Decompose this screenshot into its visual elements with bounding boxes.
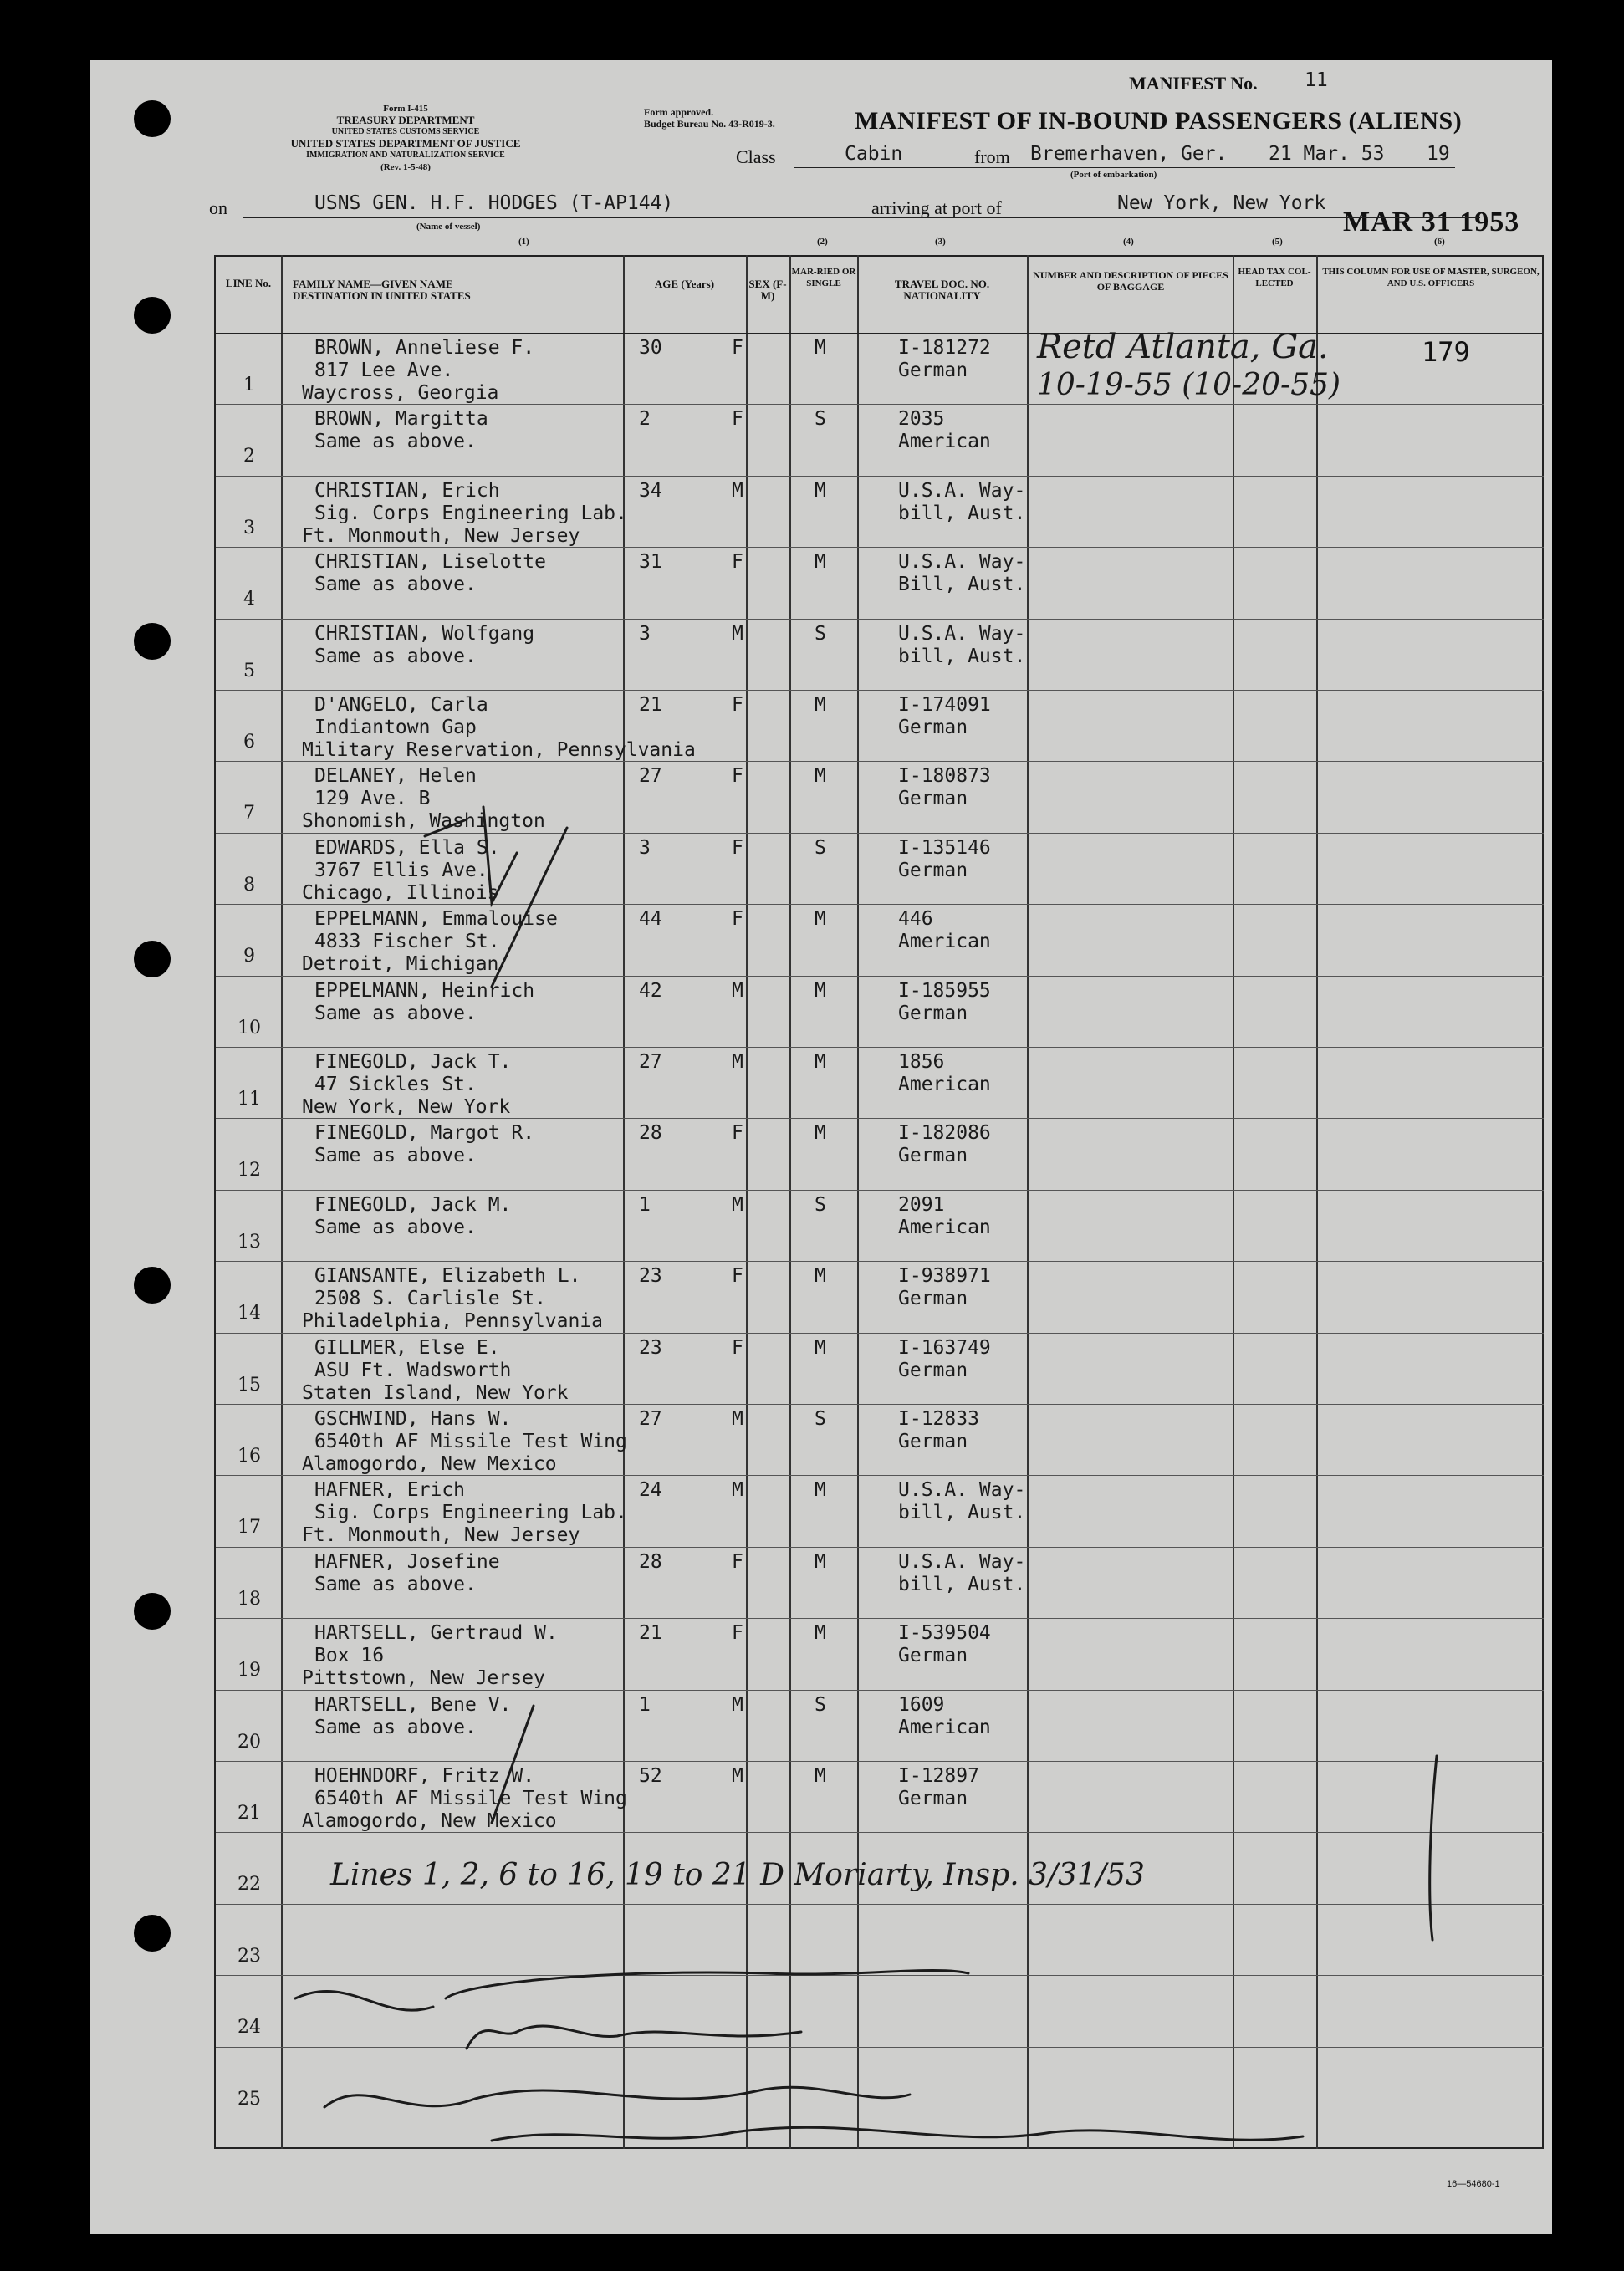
marital-status: M [815,908,826,931]
travel-doc-no: I-135146 [898,836,991,859]
nationality: German [898,1145,968,1167]
nationality: German [898,788,968,810]
marital-status: S [815,1693,826,1716]
nationality: bill, Aust. [898,1502,1026,1524]
nationality: German [898,859,968,881]
sex: M [732,1408,743,1430]
line-number: 11 [237,1089,261,1110]
col-header-head-tax: HEAD TAX COL-LECTED [1238,267,1311,288]
line-number: 23 [237,1945,261,1967]
age: 3 [639,836,651,859]
check-mark [1430,1756,1437,1940]
sex: M [732,1051,743,1073]
nationality: American [898,931,991,953]
age: 27 [639,1408,662,1430]
age: 28 [639,1550,662,1573]
travel-doc-no: I-174091 [898,694,991,716]
destination-line: 129 Ave. B [314,788,431,810]
line-number: 9 [243,946,255,967]
destination-line: Same as above. [314,645,477,667]
passenger-name: CHRISTIAN, Liselotte [314,551,546,574]
marital-status: M [815,1122,826,1145]
destination-line: 817 Lee Ave. [314,360,454,381]
sex: F [732,908,743,931]
destination-line: Sig. Corps Engineering Lab. [314,1502,627,1524]
destination-line: Staten Island, New York [302,1381,569,1404]
marital-status: S [815,1193,826,1216]
embark-date: 21 Mar. 53 [1269,143,1385,165]
passenger-name: HOEHNDORF, Fritz W. [314,1765,535,1787]
age: 23 [639,1265,662,1288]
passenger-name: CHRISTIAN, Erich [314,479,500,502]
travel-doc-no: 2091 [898,1193,945,1216]
vessel-underline [243,217,1480,218]
sex: F [732,836,743,859]
destination-line: 47 Sickles St. [314,1074,477,1095]
line-number: 12 [237,1160,261,1181]
age: 27 [639,765,662,788]
approval-note: Form approved. Budget Bureau No. 43-R019-3. [644,106,775,130]
signature-stroke [446,1970,968,1998]
marital-status: S [815,1408,826,1430]
nationality: German [898,1002,968,1024]
age: 2 [639,408,651,431]
passenger-name: GIANSANTE, Elizabeth L. [314,1265,581,1288]
passenger-name: EDWARDS, Ella S. [314,836,500,859]
marital-status: M [815,1550,826,1573]
passenger-name: HAFNER, Josefine [314,1550,500,1573]
treasury-dept: TREASURY DEPARTMENT [336,114,475,126]
destination-line: Ft. Monmouth, New Jersey [302,1524,580,1547]
manifest-label: MANIFEST No. [1129,73,1258,94]
destination-line: New York, New York [302,1096,511,1118]
destination-line: Same as above. [314,1216,477,1238]
travel-doc-no: I-185955 [898,979,991,1002]
destination-line: Same as above. [314,1145,477,1167]
punch-hole [134,1915,171,1952]
age: 42 [639,979,662,1002]
sex: M [732,479,743,502]
baggage-note: Retd Atlanta, Ga. [1037,328,1329,366]
sex: F [732,1122,743,1145]
col-header-baggage: NUMBER AND DESCRIPTION OF PIECES OF BAGGAGE [1033,269,1228,293]
travel-doc-no: 1856 [898,1051,945,1073]
check-mark [425,807,517,903]
age: 24 [639,1479,662,1502]
class-value: Cabin [845,143,903,165]
class-underline [794,167,1455,168]
nationality: American [898,431,991,453]
port-embark-label: (Port of embarkation) [1070,170,1157,180]
signature-stroke [492,2127,1303,2141]
marital-status: S [815,622,826,645]
signature-stroke [467,2026,801,2049]
sex: M [732,1479,743,1502]
nationality: Bill, Aust. [898,574,1026,596]
travel-doc-no: U.S.A. Way- [898,551,1026,574]
col-header-married: MAR-RIED OR SINGLE [791,267,856,288]
sex: F [732,694,743,716]
passenger-name: CHRISTIAN, Wolfgang [314,622,535,645]
col-number-2: (2) [817,237,828,247]
age: 1 [639,1193,651,1216]
travel-doc-no: I-182086 [898,1122,991,1145]
header-agencies [209,103,602,173]
passenger-name: DELANEY, Helen [314,765,477,788]
line-number: 20 [237,1731,261,1753]
marital-status: S [815,408,826,431]
travel-doc-no: I-539504 [898,1622,991,1645]
signature-stroke [295,1991,433,2010]
destination-line: Shonomish, Washington [302,810,545,833]
marital-status: M [815,765,826,788]
sex: F [732,1550,743,1573]
line-number: 17 [237,1517,261,1539]
nationality: German [898,1359,968,1381]
col-number-5: (5) [1272,237,1283,247]
marital-status: M [815,694,826,716]
vessel-name: USNS GEN. H.F. HODGES (T-AP144) [314,192,674,214]
year-suffix: 19 [1427,143,1450,165]
embark-port: Bremerhaven, Ger. [1030,143,1228,165]
justice-dept: UNITED STATES DEPARTMENT OF JUSTICE [290,137,521,150]
nationality: German [898,360,968,381]
passenger-name: HARTSELL, Gertraud W. [314,1622,558,1645]
manifest-title: MANIFEST OF IN-BOUND PASSENGERS (ALIENS) [855,107,1463,135]
punch-hole [134,297,171,334]
destination-line: Indiantown Gap [314,717,477,738]
destination-line: 3767 Ellis Ave. [314,859,488,881]
age: 27 [639,1051,662,1073]
destination-line: Military Reservation, Pennsylvania [302,739,696,761]
inspector-note: Lines 1, 2, 6 to 16, 19 to 21 D Moriarty, Insp. 3/31/53 [330,1858,1145,1892]
marital-status: M [815,551,826,574]
marital-status: M [815,1336,826,1359]
passenger-name: FINEGOLD, Jack T. [314,1051,512,1073]
passenger-name: D'ANGELO, Carla [314,694,488,716]
destination-line: Same as above. [314,574,477,596]
travel-doc-no: I-938971 [898,1265,991,1288]
line-number: 25 [237,2088,261,2110]
destination-line: Alamogordo, New Mexico [302,1453,557,1475]
marital-status: M [815,1479,826,1502]
age: 44 [639,908,662,931]
line-number: 16 [237,1446,261,1467]
age: 21 [639,1622,662,1645]
passenger-name: GSCHWIND, Hans W. [314,1408,512,1430]
destination-line: ASU Ft. Wadsworth [314,1359,512,1381]
age: 34 [639,479,662,502]
marital-status: M [815,1765,826,1787]
sex: F [732,765,743,788]
travel-doc-no: I-180873 [898,765,991,788]
passenger-name: BROWN, Margitta [314,408,488,431]
manifest-number: 11 [1305,69,1328,91]
punch-hole [134,100,171,137]
from-label: from [974,146,1010,167]
line-number: 18 [237,1588,261,1610]
sex: M [732,622,743,645]
destination-line: 6540th AF Missile Test Wing [314,1431,627,1452]
age: 1 [639,1693,651,1716]
punch-hole [134,1267,171,1304]
travel-doc-no: U.S.A. Way- [898,622,1026,645]
destination-line: 6540th AF Missile Test Wing [314,1788,627,1809]
sex: F [732,551,743,574]
destination-line: Ft. Monmouth, New Jersey [302,524,580,547]
age: 3 [639,622,651,645]
marital-status: M [815,337,826,359]
col-number-6: (6) [1434,237,1445,247]
line-number: 10 [237,1017,261,1039]
col-header-sex: SEX (F-M) [748,278,787,302]
nationality: American [898,1074,991,1095]
sex: F [732,1622,743,1645]
nationality: American [898,1216,991,1238]
nationality: American [898,1716,991,1738]
line-number: 19 [237,1660,261,1682]
vessel-label: (Name of vessel) [416,222,481,232]
form-number: Form I-415 [383,104,428,114]
arrival-date-stamp: MAR 31 1953 [1343,207,1520,237]
age: 23 [639,1336,662,1359]
destination-line: Pittstown, New Jersey [302,1667,545,1690]
passenger-name: FINEGOLD, Margot R. [314,1122,535,1145]
line-number: 8 [243,874,255,896]
col-header-name: FAMILY NAME—GIVEN NAME DESTINATION IN UNITED STATES [293,278,471,302]
destination-line: Same as above. [314,1716,477,1738]
sex: F [732,337,743,359]
line-number: 7 [243,803,255,824]
form-code: 16—54680-1 [1447,2179,1500,2189]
nationality: bill, Aust. [898,1573,1026,1595]
col-header-travel: TRAVEL DOC. NO. NATIONALITY [894,278,990,302]
line-number: 13 [237,1231,261,1253]
check-mark [492,828,567,987]
travel-doc-no: I-12833 [898,1408,979,1430]
col-number-4: (4) [1123,237,1134,247]
check-mark [492,1706,534,1823]
destination-line: Waycross, Georgia [302,382,499,404]
passenger-name: HARTSELL, Bene V. [314,1693,512,1716]
line-number: 14 [237,1303,261,1324]
sex: F [732,408,743,431]
nationality: German [898,1288,968,1310]
line-number: 21 [237,1803,261,1824]
nationality: bill, Aust. [898,645,1026,667]
destination-line: Same as above. [314,1002,477,1024]
marital-status: M [815,1622,826,1645]
travel-doc-no: U.S.A. Way- [898,1479,1026,1502]
destination-line: Alamogordo, New Mexico [302,1810,557,1832]
col-number-3: (3) [935,237,946,247]
officer-number: 179 [1422,336,1470,368]
line-number: 5 [243,660,255,681]
age: 28 [639,1122,662,1145]
nationality: German [898,1431,968,1452]
arriving-label: arriving at port of [871,197,1002,218]
marital-status: M [815,1265,826,1288]
col-header-officers: THIS COLUMN FOR USE OF MASTER, SURGEON, AND U.S. OFFICERS [1322,267,1540,288]
passenger-name: GILLMER, Else E. [314,1336,500,1359]
destination-line: Philadelphia, Pennsylvania [302,1310,604,1333]
line-number: 6 [243,732,255,753]
col-header-age: AGE (Years) [654,278,715,290]
destination-line: Chicago, Illinois [302,881,499,904]
passenger-name: EPPELMANN, Heinrich [314,979,535,1002]
punch-hole [134,1593,171,1630]
line-number: 3 [243,517,255,538]
arrival-port: New York, New York [1117,192,1326,214]
passenger-name: EPPELMANN, Emmalouise [314,908,558,931]
nationality: bill, Aust. [898,502,1026,524]
nationality: German [898,717,968,738]
age: 30 [639,337,662,359]
destination-line: 4833 Fischer St. [314,931,500,953]
customs-service: UNITED STATES CUSTOMS SERVICE [331,127,480,136]
destination-line: Detroit, Michigan [302,953,499,976]
ins-service: IMMIGRATION AND NATURALIZATION SERVICE [306,151,505,160]
line-number: 24 [237,2017,261,2039]
travel-doc-no: I-12897 [898,1765,979,1787]
travel-doc-no: 446 [898,908,933,931]
marital-status: M [815,479,826,502]
sex: F [732,1336,743,1359]
destination-line: Same as above. [314,1573,477,1595]
age: 52 [639,1765,662,1787]
sex: M [732,1193,743,1216]
travel-doc-no: I-181272 [898,337,991,359]
handwritten-marks [216,334,1545,2157]
punch-hole [134,623,171,660]
age: 21 [639,694,662,716]
nationality: German [898,1788,968,1809]
sex: F [732,1265,743,1288]
travel-doc-no: U.S.A. Way- [898,479,1026,502]
travel-doc-no: U.S.A. Way- [898,1550,1026,1573]
destination-line: Same as above. [314,431,477,453]
sex: M [732,1765,743,1787]
signature-stroke [324,2087,910,2107]
line-number: 1 [243,375,255,396]
destination-line: Box 16 [314,1645,385,1667]
col-header-line: LINE No. [225,277,272,289]
destination-line: Sig. Corps Engineering Lab. [314,502,627,524]
on-label: on [209,197,227,218]
passenger-name: BROWN, Anneliese F. [314,337,535,359]
marital-status: M [815,1051,826,1073]
nationality: German [898,1645,968,1667]
sex: M [732,979,743,1002]
age: 31 [639,551,662,574]
marital-status: S [815,836,826,859]
marital-status: M [815,979,826,1002]
sex: M [732,1693,743,1716]
line-number: 22 [237,1874,261,1896]
line-number: 4 [243,589,255,610]
travel-doc-no: 2035 [898,408,945,431]
travel-doc-no: I-163749 [898,1336,991,1359]
destination-line: 2508 S. Carlisle St. [314,1288,546,1310]
travel-doc-no: 1609 [898,1693,945,1716]
class-label: Class [736,146,776,167]
revision: (Rev. 1-5-48) [380,162,431,172]
punch-hole [134,941,171,977]
baggage-date-note: 10-19-55 (10-20-55) [1037,368,1341,402]
line-number: 2 [243,446,255,467]
passenger-name: HAFNER, Erich [314,1479,466,1502]
passenger-name: FINEGOLD, Jack M. [314,1193,512,1216]
line-number: 15 [237,1374,261,1396]
col-number-1: (1) [518,237,529,247]
